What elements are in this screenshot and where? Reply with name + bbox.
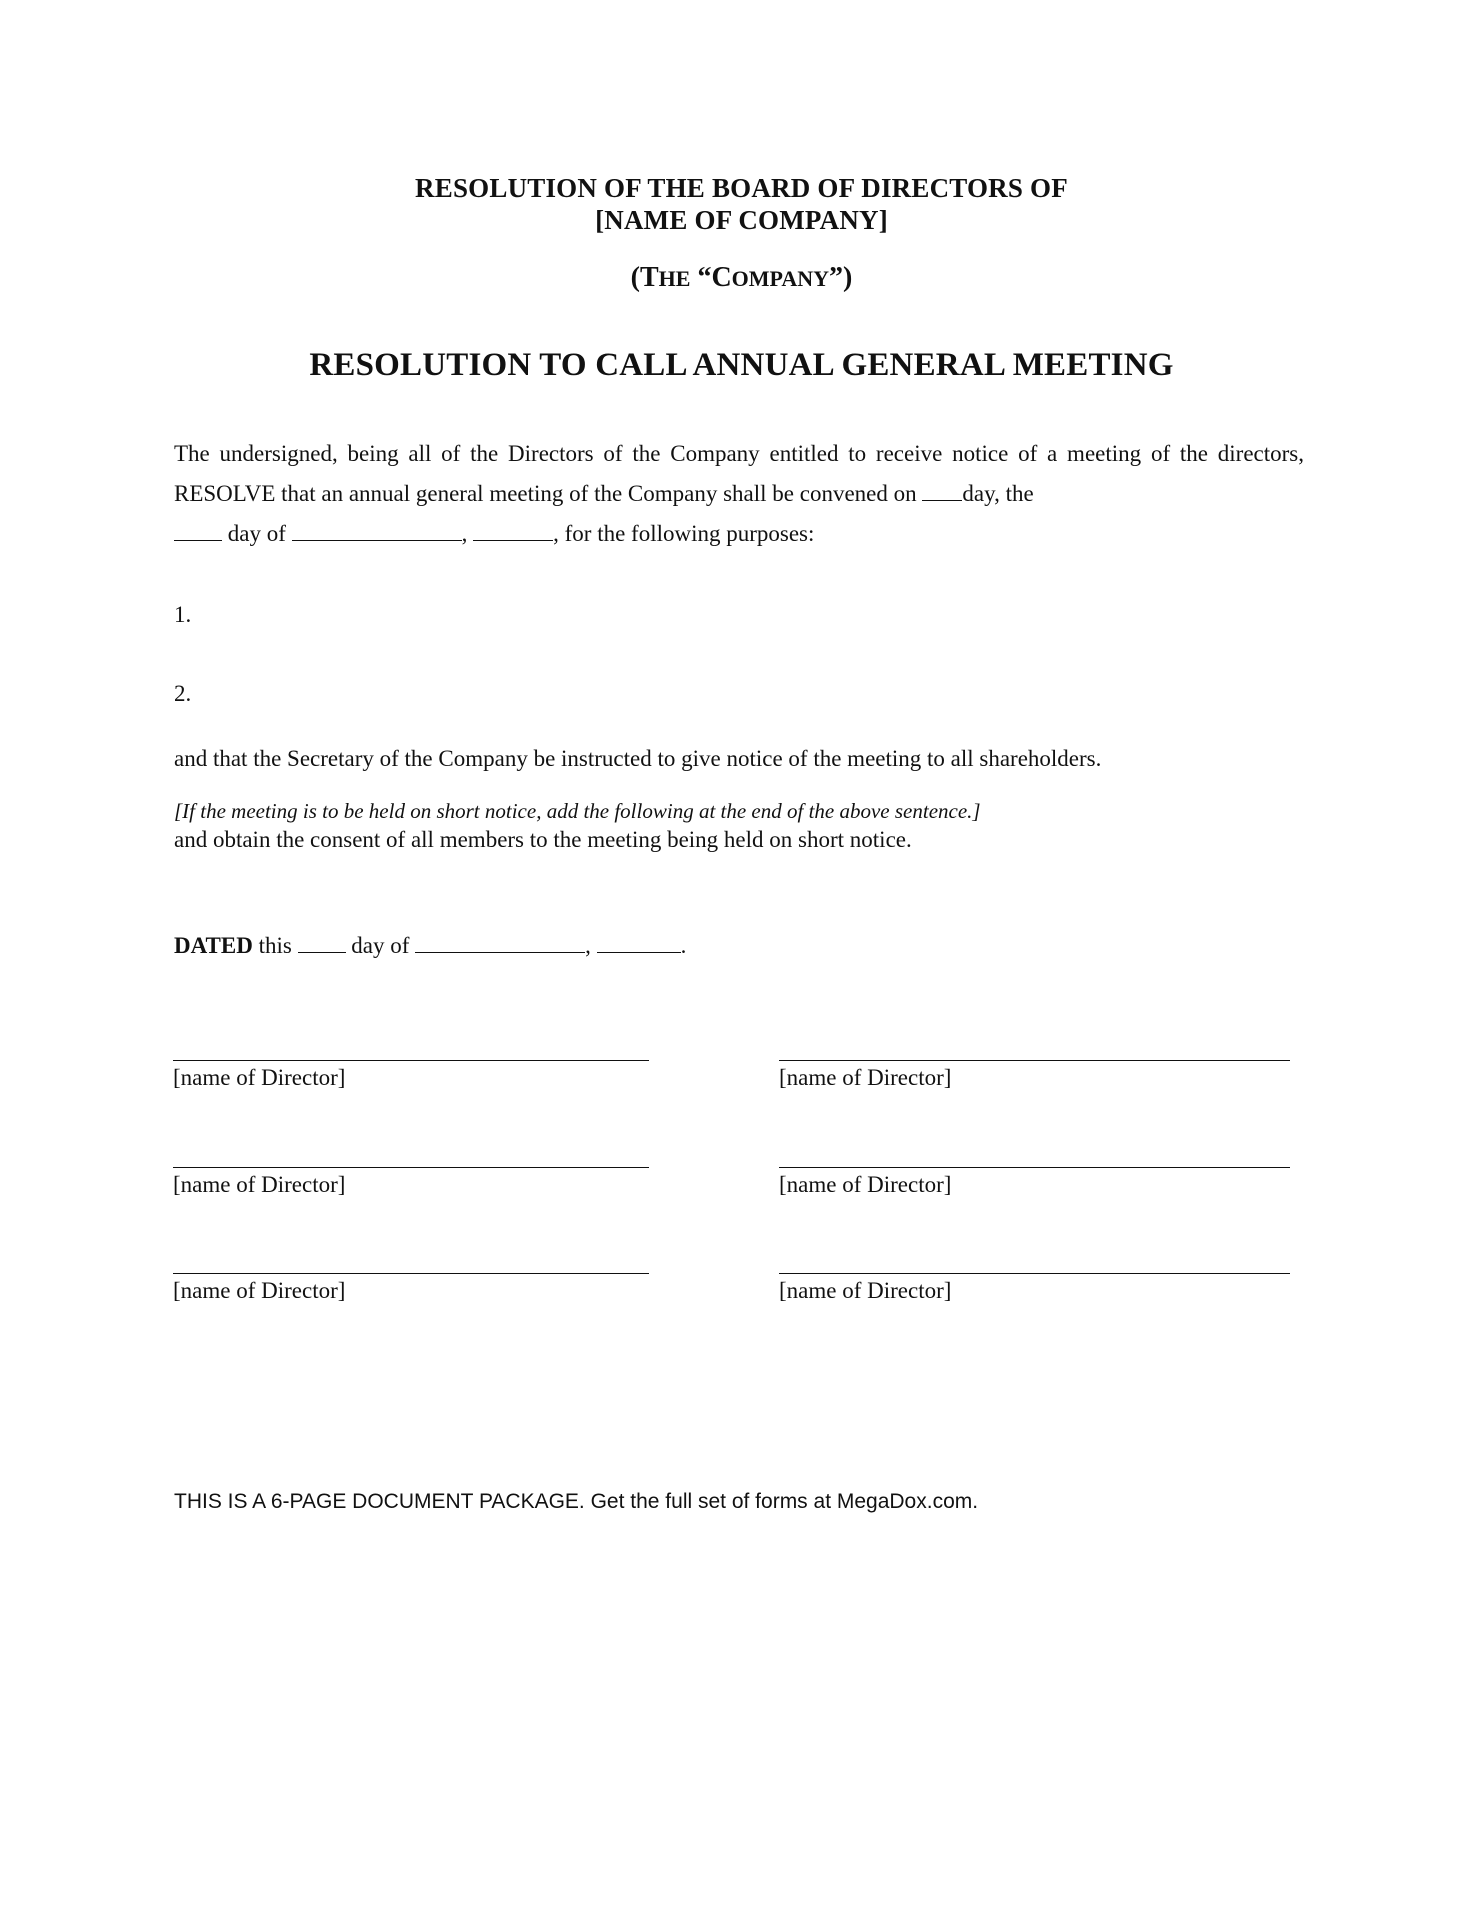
purpose-item-1: 1. (174, 602, 192, 627)
signature-line (779, 1273, 1290, 1274)
dated-blank-day (298, 930, 346, 953)
package-footer-note: THIS IS A 6-PAGE DOCUMENT PACKAGE. Get the full set of forms at MegaDox.com. (174, 1490, 979, 1513)
dated-text-1: this (252, 933, 298, 958)
company-c-initial: C (711, 262, 732, 293)
dated-text-2: day of (345, 933, 416, 958)
intro-text-3: day of (222, 521, 292, 546)
company-rest: OMPANY (731, 266, 830, 291)
signature-block (173, 1167, 649, 1200)
director-name: [name of Director] (779, 1172, 952, 1197)
secretary-instruction: and that the Secretary of the Company be instructed to give notice of the meeting to all shareholders. (174, 746, 1102, 771)
company-open-paren: ( (630, 262, 640, 293)
director-name: [name of Director] (173, 1172, 346, 1197)
blank-day-number (174, 518, 222, 541)
blank-month (292, 518, 462, 541)
company-quote-close: ”) (829, 262, 853, 293)
short-notice-instruction: [If the meeting is to be held on short notice, add the following at the end of the above sentence.] (174, 799, 981, 823)
dated-line (174, 930, 686, 961)
purpose-item-2: 2. (174, 681, 192, 706)
intro-text-4: , (461, 521, 474, 546)
director-name: [name of Director] (779, 1065, 952, 1090)
dated-text-4: . (680, 933, 687, 958)
dated-text-3: , (585, 933, 597, 958)
company-quote-open: “ (697, 262, 712, 293)
main-heading: RESOLUTION TO CALL ANNUAL GENERAL MEETING (309, 347, 1174, 383)
signature-block (173, 1273, 649, 1306)
signature-block (779, 1167, 1290, 1200)
consent-clause: and obtain the consent of all members to the meeting being held on short notice. (174, 827, 912, 852)
director-name: [name of Director] (173, 1065, 346, 1090)
title-line-1: RESOLUTION OF THE BOARD OF DIRECTORS OF (415, 173, 1068, 203)
signature-block (173, 1060, 649, 1093)
intro-text-1: The undersigned, being all of the Directors of the Company entitled to receive notice of a meeting of the directors, RESOLVE that an annual general meeting of the Company shall be convened on (174, 441, 1304, 506)
blank-day-ordinal (922, 478, 962, 501)
signature-line (173, 1060, 649, 1061)
intro-text-2: day, the (962, 481, 1034, 506)
signature-line (779, 1167, 1290, 1168)
company-the-rest: HE (658, 266, 691, 291)
signature-line (779, 1060, 1290, 1061)
company-defined-term (0, 262, 1483, 295)
dated-blank-year (597, 930, 681, 953)
signature-block (779, 1060, 1290, 1093)
dated-blank-month (415, 930, 585, 953)
intro-text-5: , for the following purposes: (553, 521, 815, 546)
blank-year (473, 518, 553, 541)
signature-block (779, 1273, 1290, 1306)
intro-paragraph (174, 434, 1304, 554)
dated-label: DATED (174, 933, 253, 958)
director-name: [name of Director] (779, 1278, 952, 1303)
director-name: [name of Director] (173, 1278, 346, 1303)
signature-line (173, 1273, 649, 1274)
signature-line (173, 1167, 649, 1168)
document-title (0, 172, 1483, 236)
title-line-2: [NAME OF COMPANY] (595, 205, 888, 235)
company-the-initial: T (639, 262, 659, 293)
